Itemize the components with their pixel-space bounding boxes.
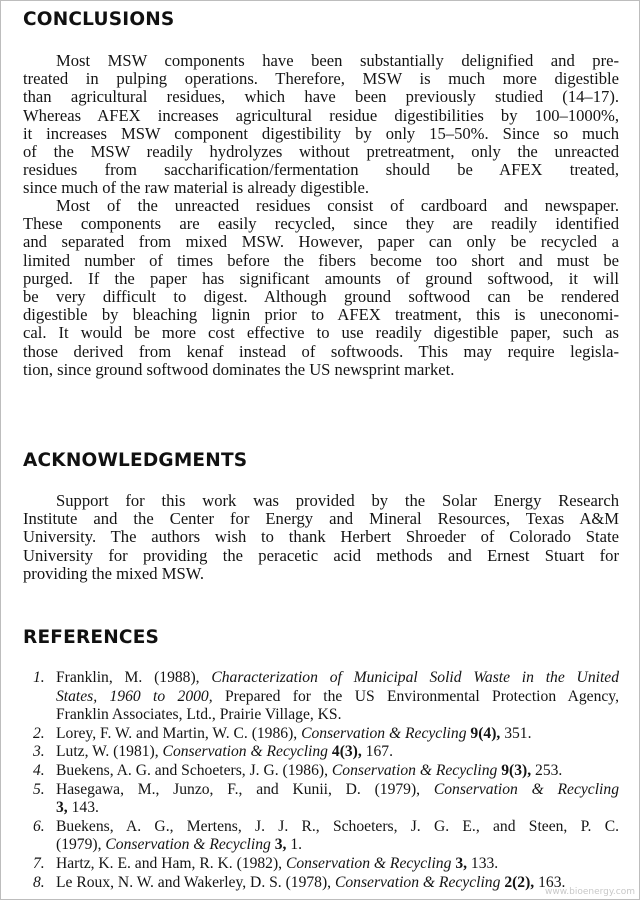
reference-item xyxy=(29,762,619,781)
text-line: Support for this work was provided by the Solar Energy Research xyxy=(56,491,619,510)
reference-number: 1. xyxy=(33,669,45,686)
reference-line xyxy=(56,874,619,893)
text-line: cal. It would be more cost effective to use readily digestible paper, such as xyxy=(23,323,619,343)
reference-text: Hasegawa, M., Junzo, F., and Kunii, D. (1979), xyxy=(56,780,434,798)
reference-item xyxy=(29,818,619,855)
text-line: limited number of times before the fibers become too short and must be xyxy=(23,250,619,270)
reference-number: 3. xyxy=(33,743,45,761)
text-line: providing the mixed MSW. xyxy=(23,563,204,583)
volume-number: 4(3), xyxy=(331,743,362,761)
text-line: since much of the raw material is already digestible. xyxy=(23,178,370,198)
reference-text: 163. xyxy=(534,873,566,891)
text-line: than agricultural residues, which have been previously studied (14–17). xyxy=(23,87,619,107)
references-list xyxy=(29,669,619,892)
reference-item xyxy=(29,669,619,725)
reference-text: 253. xyxy=(531,761,563,779)
reference-text: Lutz, W. (1981), xyxy=(56,743,163,761)
text-line: University for providing the peracetic acid methods and Ernest Stuart for xyxy=(23,545,619,565)
document-page xyxy=(1,1,640,901)
volume-number: 3, xyxy=(455,854,468,872)
reference-text: 351. xyxy=(500,724,532,742)
reference-text: Franklin, M. (1988), xyxy=(56,669,212,686)
reference-line xyxy=(56,855,619,874)
journal-title: Conservation & Recycling xyxy=(334,873,501,891)
reference-number: 4. xyxy=(33,761,45,779)
journal-title: Conservation & Recycling xyxy=(162,743,328,761)
text-line: University. The authors wish to thank Herbert Shroeder of Colorado State xyxy=(23,527,619,547)
text-line: Most of the unreacted residues consist of cardboard and newspaper. xyxy=(56,196,619,215)
reference-number: 7. xyxy=(33,854,45,872)
reference-number: 6. xyxy=(33,817,45,835)
text-line: digestible by bleaching lignin prior to AFEX treatment, this is uneconomi- xyxy=(23,305,619,325)
volume-number: 3, xyxy=(56,799,68,817)
reference-number: 8. xyxy=(33,873,45,891)
volume-number: 9(3), xyxy=(501,761,532,779)
watermark: www.bioenergy.com xyxy=(545,887,635,897)
references-heading: REFERENCES xyxy=(23,627,160,648)
journal-title: Conservation & Recycling xyxy=(331,761,498,779)
reference-text: Prepared for the US Environmental Protection Agency, xyxy=(212,687,619,705)
reference-item xyxy=(29,874,619,893)
text-line: and separated from mixed MSW. However, paper can only be recycled a xyxy=(23,232,619,252)
reference-line xyxy=(56,781,619,800)
text-line: be very difficult to digest. Although ground softwood can be rendered xyxy=(23,287,619,307)
conclusions-heading: CONCLUSIONS xyxy=(23,9,175,30)
conclusions-paragraph-1 xyxy=(23,52,619,198)
reference-text: Buekens, A. G., Mertens, J. J. R., Schoeters, J. G. E., and Steen, P. C. xyxy=(56,817,619,835)
reference-text: Hartz, K. E. and Ham, R. K. (1982), xyxy=(56,854,286,872)
text-line: Whereas AFEX increases agricultural residue digestibilities by 100–1000%, xyxy=(23,105,619,125)
reference-text: Franklin Associates, Ltd., Prairie Village, KS. xyxy=(56,706,342,724)
reference-line xyxy=(56,706,619,725)
text-line: purged. If the paper has significant amounts of ground softwood, it will xyxy=(23,268,619,288)
text-line: treated in pulping operations. Therefore, MSW is much more digestible xyxy=(23,69,619,89)
reference-text: 133. xyxy=(467,854,499,872)
journal-title: Conservation & Recycling xyxy=(285,854,452,872)
conclusions-paragraph-2 xyxy=(23,197,619,379)
reference-line xyxy=(56,762,619,781)
text-line: These components are easily recycled, since they are readily identified xyxy=(23,214,619,234)
volume-number: 2(2), xyxy=(504,873,535,891)
reference-item xyxy=(29,743,619,762)
text-line: Most MSW components have been substantially delignified and pre- xyxy=(56,51,619,70)
text-line: of the MSW readily hydrolyzes without pretreatment, only the unreacted xyxy=(23,142,619,162)
text-line: those derived from kenaf instead of softwoods. This may require legisla- xyxy=(23,341,619,361)
reference-item xyxy=(29,855,619,874)
acknowledgments-heading: ACKNOWLEDGMENTS xyxy=(23,450,248,471)
volume-number: 3, xyxy=(274,836,287,854)
reference-line xyxy=(56,688,619,707)
journal-title: Characterization of Municipal Solid Waste in the United xyxy=(211,669,619,686)
reference-item xyxy=(29,781,619,818)
reference-text: Le Roux, N. W. and Wakerley, D. S. (1978), xyxy=(56,873,335,891)
text-line: tion, since ground softwood dominates the US newsprint market. xyxy=(23,359,455,379)
reference-item xyxy=(29,725,619,744)
reference-text: 143. xyxy=(67,799,99,817)
reference-line xyxy=(56,818,619,837)
journal-title: Conservation & Recycling xyxy=(433,780,619,798)
journal-title: Conservation & Recycling xyxy=(301,724,467,742)
reference-line xyxy=(56,725,619,744)
volume-number: 9(4), xyxy=(470,724,501,742)
reference-line xyxy=(56,669,619,688)
reference-text: Lorey, F. W. and Martin, W. C. (1986), xyxy=(56,724,302,742)
journal-title: States, 1960 to 2000, xyxy=(56,687,213,705)
reference-line xyxy=(56,743,619,762)
text-line: residues from saccharification/fermentation should be AFEX treated, xyxy=(23,160,619,180)
reference-text: 1. xyxy=(286,836,303,854)
reference-text: 167. xyxy=(361,743,393,761)
reference-number: 5. xyxy=(33,780,45,798)
reference-text: (1979), xyxy=(56,836,106,854)
acknowledgments-paragraph xyxy=(23,492,619,583)
text-line: Institute and the Center for Energy and Mineral Resources, Texas A&M xyxy=(23,509,619,529)
reference-line xyxy=(56,836,619,855)
reference-line xyxy=(56,799,619,818)
reference-number: 2. xyxy=(33,724,45,742)
journal-title: Conservation & Recycling xyxy=(105,836,271,854)
reference-text: Buekens, A. G. and Schoeters, J. G. (1986), xyxy=(56,761,332,779)
text-line: it increases MSW component digestibility by only 15–50%. Since so much xyxy=(23,123,619,143)
